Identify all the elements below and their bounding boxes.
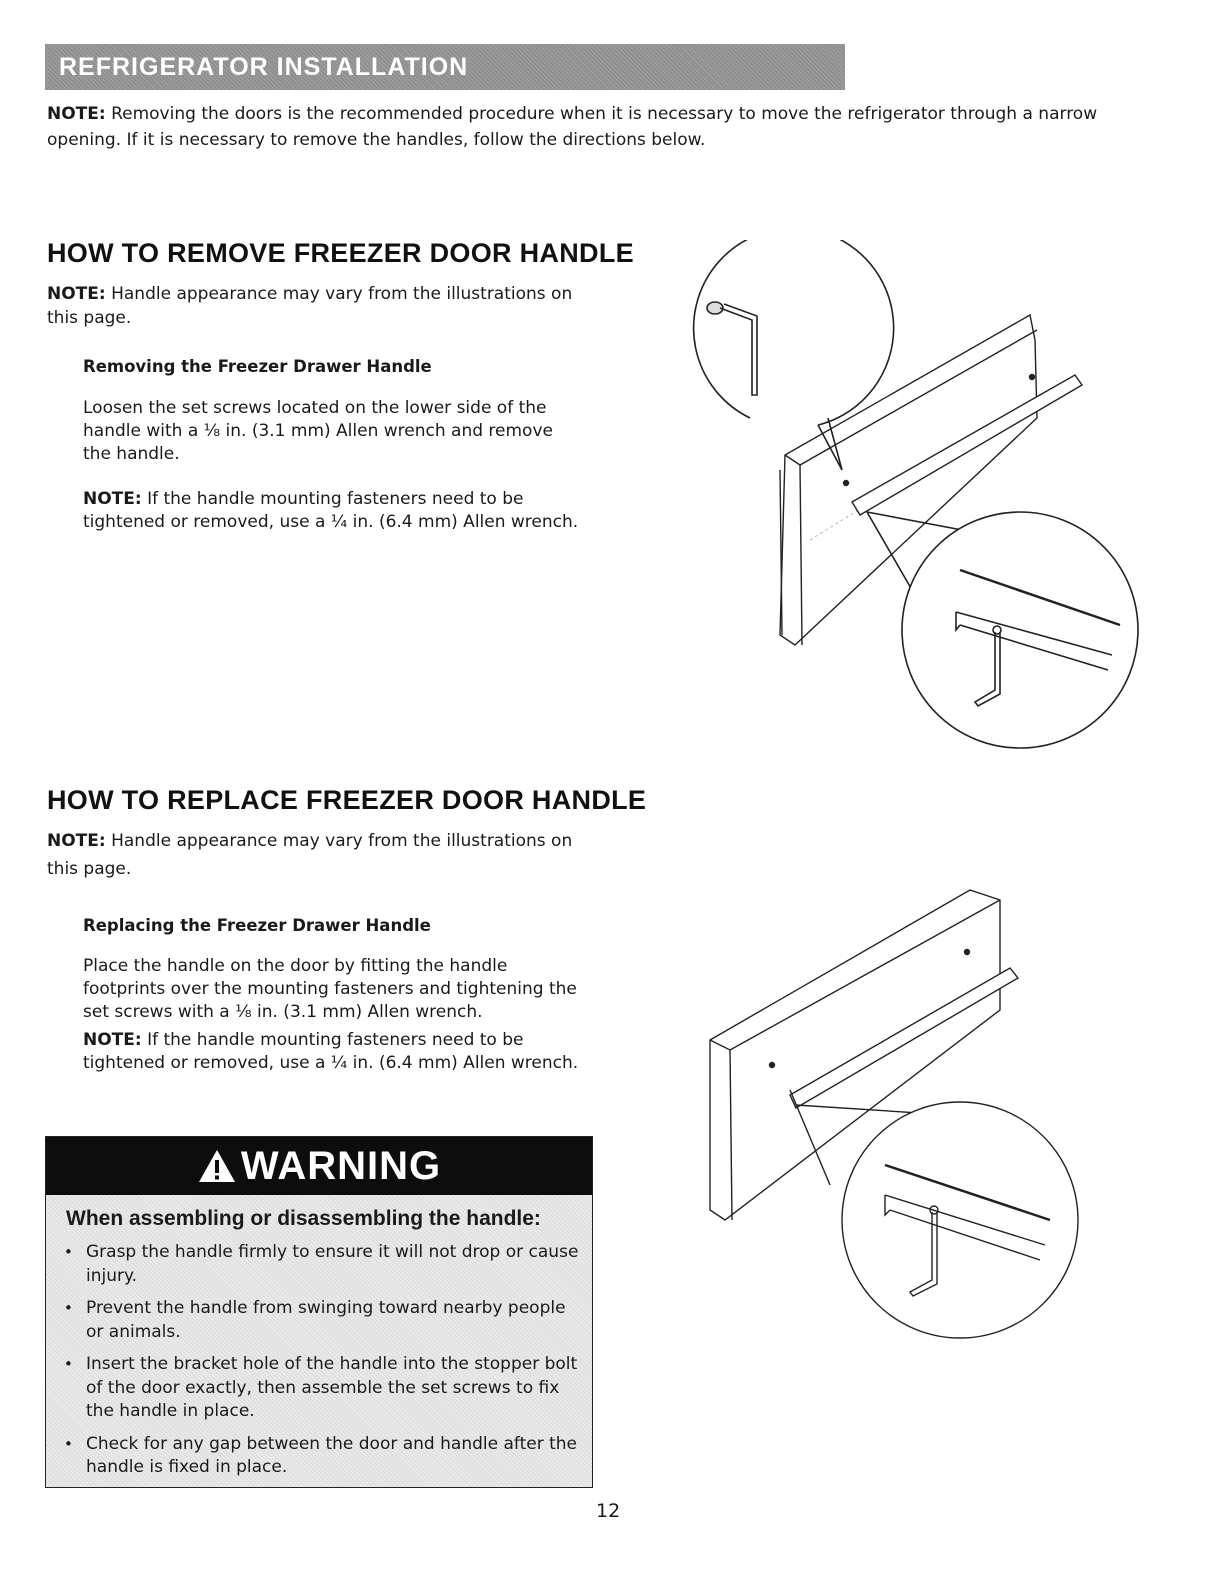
warning-item: • Grasp the handle firmly to ensure it will not drop or cause injury. — [58, 1241, 583, 1288]
banner-title: REFRIGERATOR INSTALLATION — [59, 52, 469, 81]
remove-heading: HOW TO REMOVE FREEZER DOOR HANDLE — [47, 238, 634, 268]
warning-list — [58, 1241, 583, 1489]
intro-note-text: Removing the doors is the recommended procedure when it is necessary to move the refrigerator through a narrow opening. If it is necessary to remove the handles, follow the directions below. — [47, 104, 1098, 150]
section-banner — [45, 44, 845, 90]
warning-title: WARNING — [240, 1143, 442, 1188]
replace-fastener-text: If the handle mounting fasteners need to be tightened or removed, use a ¼ in. (6.4 mm) Allen wrench. — [83, 1030, 579, 1073]
warning-title-bar — [46, 1137, 592, 1195]
intro-note-label: NOTE: — [47, 104, 106, 124]
replace-fastener-note — [83, 1029, 583, 1075]
replace-fastener-label: NOTE: — [83, 1030, 142, 1050]
replace-step-text: Place the handle on the door by fitting the handle footprints over the mounting fasteners and tightening the set screws with a ⅛ in. (3.1 mm) Allen wrench. — [83, 956, 577, 1022]
replace-note-text: Handle appearance may vary from the illustrations on this page. — [47, 831, 573, 879]
intro-note — [47, 101, 1167, 153]
replace-handle-illustration — [700, 880, 1160, 1350]
replace-sub-heading: Replacing the Freezer Drawer Handle — [83, 916, 431, 935]
remove-step-text: Loosen the set screws located on the lower side of the handle with a ⅛ in. (3.1 mm) Allen wrench and remove the handle. — [83, 398, 553, 464]
warning-triangle-icon — [197, 1148, 237, 1184]
replace-note-label: NOTE: — [47, 831, 106, 851]
replace-note — [47, 827, 607, 883]
handle-detail-circle — [867, 512, 1138, 748]
remove-sub-heading: Removing the Freezer Drawer Handle — [83, 357, 432, 376]
replace-heading: HOW TO REPLACE FREEZER DOOR HANDLE — [47, 785, 647, 815]
page-number: 12 — [596, 1500, 621, 1522]
warning-item: • Check for any gap between the door and handle after the handle is fixed in place. — [58, 1433, 583, 1480]
remove-note-text: Handle appearance may vary from the illustrations on this page. — [47, 284, 573, 328]
remove-handle-illustration — [620, 240, 1160, 760]
remove-note — [47, 282, 607, 330]
remove-fastener-note — [83, 488, 583, 534]
warning-item: • Prevent the handle from swinging toward nearby people or animals. — [58, 1297, 583, 1344]
warning-heading: When assembling or disassembling the handle: — [66, 1207, 541, 1230]
remove-fastener-label: NOTE: — [83, 489, 142, 509]
warning-item: • Insert the bracket hole of the handle into the stopper bolt of the door exactly, then assemble the set screws to fix the handle in place. — [58, 1353, 583, 1424]
remove-note-label: NOTE: — [47, 284, 106, 304]
warning-box — [45, 1136, 593, 1488]
remove-fastener-text: If the handle mounting fasteners need to be tightened or removed, use a ¼ in. (6.4 mm) Allen wrench. — [83, 489, 579, 532]
